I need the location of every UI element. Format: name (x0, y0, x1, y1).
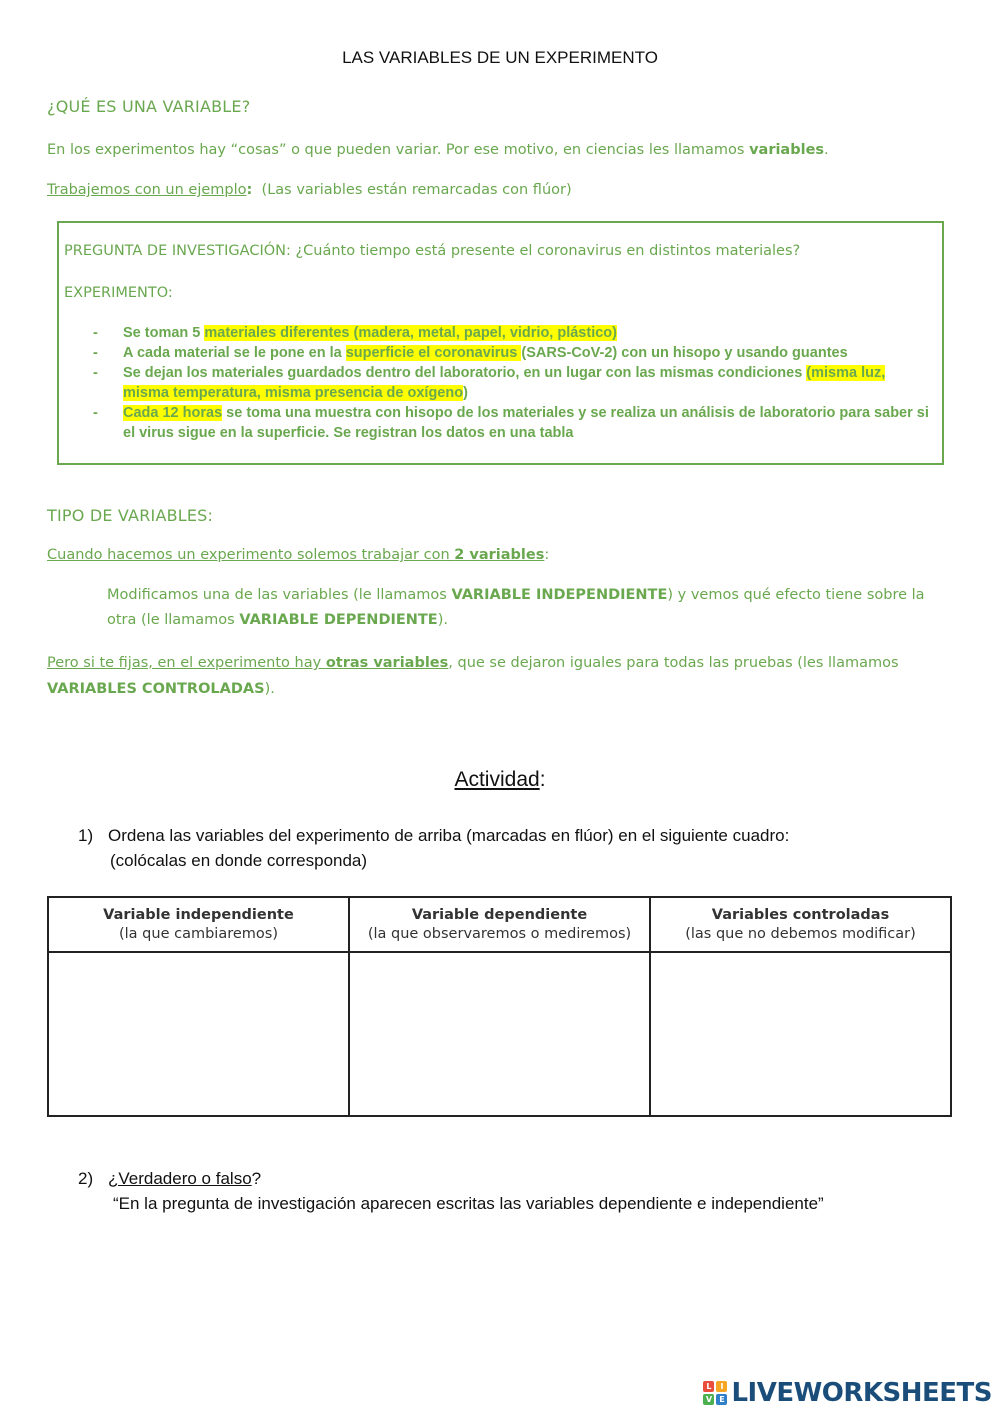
logo-wordmark: LIVEWORKSHEETS (731, 1378, 992, 1408)
logo-squares-icon (703, 1381, 727, 1405)
example-note: (Las variables están remarcadas con flúor) (261, 182, 572, 198)
column-title: Variables controladas (711, 906, 890, 923)
question-2-quote: “En la pregunta de investigación aparecen escritas las variables dependiente e independiente” (113, 1194, 824, 1213)
explanation-text: Modificamos una de las variables (le llamamos (107, 587, 452, 603)
independent-column-header (48, 897, 349, 952)
section-heading-what-is-variable: ¿QUÉ ES UNA VARIABLE? (47, 97, 251, 116)
intro-text: En los experimentos hay “cosas” o que pueden variar. Por ese motivo, en ciencias les llamamos (47, 142, 750, 158)
item-text: Se toman 5 (123, 325, 205, 341)
activity-colon: : (539, 768, 546, 791)
liveworksheets-logo (703, 1378, 992, 1408)
experiment-label: EXPERIMENTO: (64, 285, 173, 301)
column-title: Variable dependiente (411, 906, 588, 923)
dash-bullet: - (93, 325, 98, 341)
controlled-text-end: ). (264, 681, 275, 697)
column-subtitle: (las que no debemos modificar) (685, 925, 916, 942)
question-2-mark: ? (251, 1169, 262, 1188)
two-variables-bold: 2 variables (454, 547, 545, 563)
question-2-title: ¿Verdadero o falso (108, 1169, 252, 1188)
page-title: LAS VARIABLES DE UN EXPERIMENTO (342, 48, 658, 67)
other-variables-bold: otras variables (325, 655, 449, 671)
column-subtitle: (la que observaremos o mediremos) (367, 925, 632, 942)
controlled-link: Pero si te fijas, en el experimento hay (47, 655, 326, 671)
list-item (59, 403, 929, 443)
controlled-text: , que se dejaron iguales para todas las pruebas (les llamamos (448, 655, 899, 671)
dependent-answer-cell[interactable] (349, 952, 650, 1116)
intro-bold: variables (749, 142, 825, 158)
table-header-row (48, 897, 951, 952)
controlled-answer-cell[interactable] (650, 952, 951, 1116)
dash-bullet: - (93, 365, 98, 381)
example-link: Trabajemos con un ejemplo (47, 182, 247, 198)
variables-explanation (107, 583, 937, 633)
dependent-variable-term: VARIABLE DEPENDIENTE (239, 612, 438, 628)
logo-square: I (716, 1381, 727, 1392)
question-number: 2) (78, 1169, 94, 1188)
two-variables-link: Cuando hacemos un experimento solemos trabajar con (47, 547, 455, 563)
item-text: se toma una muestra con hisopo de los materiales y se realiza un análisis de laboratorio para saber si el virus sigue en la superficie. Se registran los datos en una tabla (123, 405, 929, 441)
question-number: 1) (78, 826, 94, 845)
intro-paragraph (47, 140, 967, 160)
controlled-column-header (650, 897, 951, 952)
explanation-text: ) y vemos qué efecto tiene sobre la otra (le llamamos (107, 587, 925, 628)
two-variables-colon: : (544, 547, 550, 563)
two-variables-line (47, 545, 967, 565)
dash-bullet: - (93, 345, 98, 361)
logo-square: E (716, 1394, 727, 1405)
item-text: ) (463, 385, 468, 401)
controlled-variables-term: VARIABLES CONTROLADAS (47, 681, 265, 697)
question-1-subtext: (colócalas en donde corresponda) (110, 851, 368, 870)
intro-end: . (824, 142, 829, 158)
activity-title: Actividad (454, 768, 540, 791)
question-1-text: Ordena las variables del experimento de arriba (marcadas en flúor) en el siguiente cuadro: (108, 826, 790, 845)
example-line (47, 180, 967, 200)
list-item (59, 343, 929, 363)
logo-square: V (703, 1394, 714, 1405)
dependent-column-header (349, 897, 650, 952)
question-2 (78, 1166, 978, 1218)
independent-variable-term: VARIABLE INDEPENDIENTE (451, 587, 668, 603)
explanation-text: ). (437, 612, 448, 628)
controlled-variables-paragraph (47, 650, 957, 702)
highlighted-variable: superficie el coronavirus (345, 345, 522, 361)
table-row (48, 952, 951, 1116)
experiment-steps-list (59, 323, 929, 443)
example-colon: : (246, 182, 253, 198)
column-title: Variable independiente (103, 906, 294, 923)
research-question: PREGUNTA DE INVESTIGACIÓN: ¿Cuánto tiempo está presente el coronavirus en distintos materiales? (64, 243, 801, 259)
experiment-box (57, 221, 944, 465)
highlighted-variable: materiales diferentes (madera, metal, papel, vidrio, plástico) (204, 325, 617, 341)
question-1 (78, 823, 938, 875)
logo-square: L (703, 1381, 714, 1392)
section-heading-variable-types: TIPO DE VARIABLES: (47, 506, 214, 525)
dash-bullet: - (93, 405, 98, 421)
activity-heading (0, 768, 1000, 792)
list-item (59, 363, 929, 403)
item-text: A cada material se le pone en la (123, 345, 346, 361)
item-text: (SARS-CoV-2) con un hisopo y usando guantes (521, 345, 848, 361)
highlighted-variable: (misma luz, misma temperatura, misma presencia de oxígeno (123, 365, 886, 401)
column-subtitle: (la que cambiaremos) (119, 925, 278, 942)
list-item (59, 323, 929, 343)
highlighted-variable: Cada 12 horas (123, 405, 223, 421)
independent-answer-cell[interactable] (48, 952, 349, 1116)
item-text: Se dejan los materiales guardados dentro del laboratorio, en un lugar con las mismas condiciones (123, 365, 807, 381)
variables-table (47, 896, 952, 1117)
